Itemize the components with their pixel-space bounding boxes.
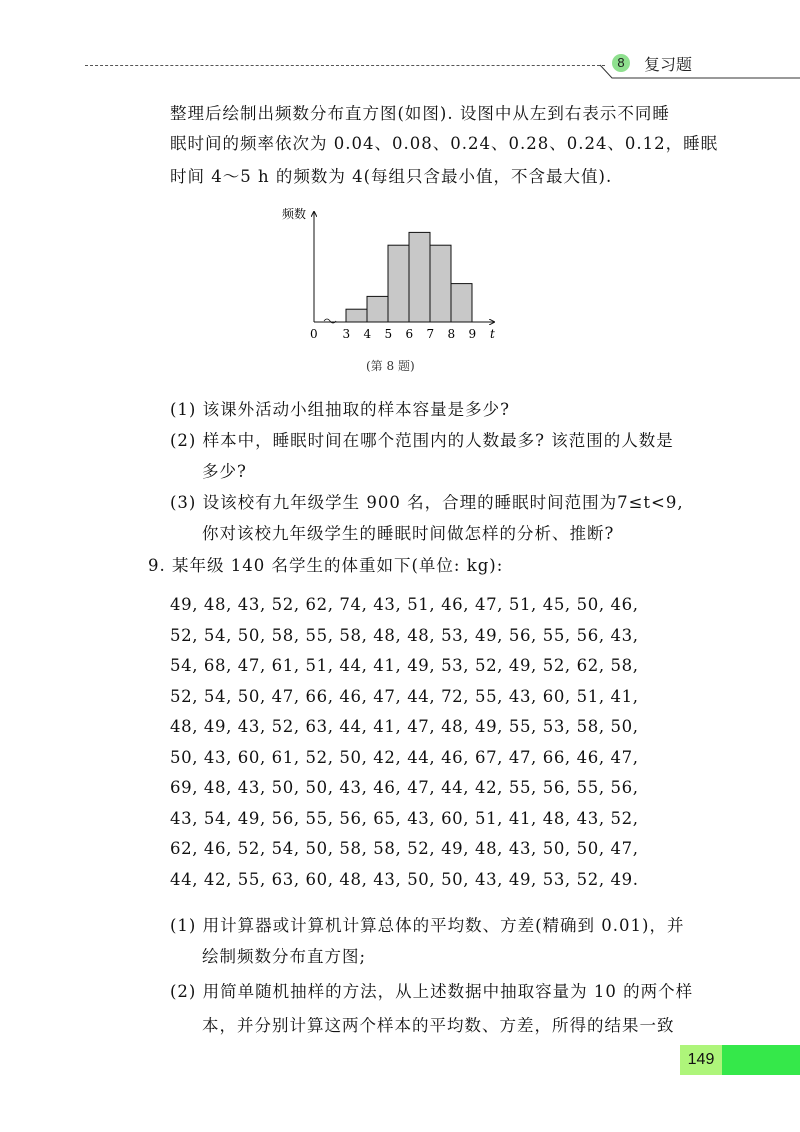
histogram-bar-4-5 [367, 296, 388, 322]
figure-caption: (第 8 题) [366, 359, 415, 373]
intro-line-3: 时间 4～5 h 的频数为 4(每组只含最小值，不含最大值). [170, 167, 613, 186]
q8-part-3-line-2: 你对该校九年级学生的睡眠时间做怎样的分析、推断? [202, 524, 615, 543]
data-row: 50, 43, 60, 61, 52, 50, 42, 44, 46, 67, 47, 66, 46, 47, [170, 747, 639, 767]
header-dashed-rule [85, 65, 605, 66]
y-axis-label: 频数 [282, 207, 307, 221]
header-corner-line [600, 64, 800, 80]
page-number-bar [722, 1045, 800, 1075]
data-row: 54, 68, 47, 61, 51, 44, 41, 49, 53, 52, 49, 52, 62, 58, [170, 656, 639, 675]
q9-part-1-line-1: (1) 用计算器或计算机计算总体的平均数、方差(精确到 0.01)，并 [170, 916, 685, 935]
intro-line-2: 眠时间的频率依次为 0.04、0.08、0.24、0.28、0.24、0.12，睡眠 [170, 134, 719, 153]
q8-part-1: (1) 该课外活动小组抽取的样本容量是多少? [170, 400, 510, 419]
data-row: 52, 54, 50, 47, 66, 46, 47, 44, 72, 55, 43, 60, 51, 41, [170, 686, 639, 706]
data-row: 48, 49, 43, 52, 63, 44, 41, 47, 48, 49, 55, 53, 58, 50, [170, 717, 639, 736]
histogram-svg [280, 200, 510, 350]
q9-part-2-line-1: (2) 用简单随机抽样的方法，从上述数据中抽取容量为 10 的两个样 [170, 982, 694, 1001]
data-row: 62, 46, 52, 54, 50, 58, 58, 52, 49, 48, 43, 50, 50, 47, [170, 839, 639, 858]
x-tick-label: 9 [468, 327, 477, 341]
x-tick-label: 7 [426, 327, 435, 341]
q9-part-1-line-2: 绘制频数分布直方图; [202, 947, 367, 966]
page-number: 149 [680, 1045, 722, 1075]
q8-part-3-line-1: (3) 设该校有九年级学生 900 名，合理的睡眠时间范围为7≤t<9, [170, 493, 684, 512]
data-row: 49, 48, 43, 52, 62, 74, 43, 51, 46, 47, 51, 45, 50, 46, [170, 595, 639, 614]
histogram-figure [280, 200, 510, 350]
x-tick-label: 8 [447, 327, 456, 341]
q9-stem: 9. 某年级 140 名学生的体重如下(单位: kg): [148, 556, 504, 575]
q9-part-2-line-2: 本，并分别计算这两个样本的平均数、方差，所得的结果一致 [202, 1016, 675, 1035]
section-title: 复习题 [644, 57, 693, 74]
histogram-bar-3-4 [346, 309, 367, 322]
x-tick-label: 3 [342, 327, 351, 341]
q8-part-2-line-1: (2) 样本中，睡眠时间在哪个范围内的人数最多? 该范围的人数是 [170, 431, 674, 450]
chapter-badge: 8 [612, 54, 630, 72]
data-row: 44, 42, 55, 63, 60, 48, 43, 50, 50, 43, 49, 53, 52, 49. [170, 869, 639, 889]
data-row: 43, 54, 49, 56, 55, 56, 65, 43, 60, 51, 41, 48, 43, 52, [170, 808, 639, 828]
x-tick-label: 4 [363, 327, 372, 341]
q8-part-2-line-2: 多少? [202, 462, 247, 481]
intro-line-1: 整理后绘制出频数分布直方图(如图). 设图中从左到右表示不同睡 [170, 104, 670, 123]
histogram-bar-6-7 [409, 232, 430, 322]
histogram-bar-5-6 [388, 245, 409, 322]
x-tick-label: 5 [384, 327, 393, 341]
histogram-bar-7-8 [430, 245, 451, 322]
x-axis-label: t [490, 327, 495, 341]
data-row: 52, 54, 50, 58, 55, 58, 48, 48, 53, 49, 56, 55, 56, 43, [170, 625, 639, 645]
origin-label: 0 [310, 327, 318, 341]
data-row: 69, 48, 43, 50, 50, 43, 46, 47, 44, 42, 55, 56, 55, 56, [170, 778, 639, 797]
x-tick-label: 6 [405, 327, 414, 341]
histogram-bar-8-9 [451, 284, 472, 322]
